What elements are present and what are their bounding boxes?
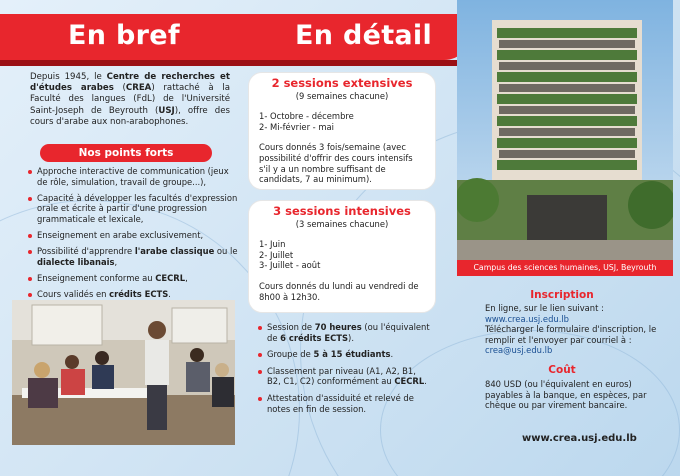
list-item-text: Session de [267,322,315,332]
list-item-text: Attestation d'assiduité et relevé de notes en fin de session. [267,392,414,414]
header-stripe [0,60,478,66]
list-item [258,322,430,343]
strengths-list [28,166,238,305]
inscription-line: En ligne, sur le lien suivant : [485,303,604,313]
inscription-block [485,303,657,356]
list-item-text: Capacité à développer les facultés d'expression orale et écrite à partir d'une progression grammaticale et lexicale, [37,192,238,224]
list-item-text: , [185,272,188,283]
list-item-bold: crédits ECTS [109,288,169,299]
list-item-text: Enseignement en arabe exclusivement, [37,229,204,240]
inscription-link[interactable]: www.crea.usj.edu.lb [485,313,569,324]
list-item [28,273,238,284]
intro-text: ), offre des cours d'arabe aux non-arabophones. [30,105,231,127]
photo-caption: Campus des sciences humaines, USJ, Beyrouth [457,260,673,276]
extensive-title: 2 sessions extensives [271,76,413,90]
extensive-note: Cours donnés 3 fois/semaine (avec possibilité d'offrir des cours intensifs s'il y a un nombre suffisant de candidats, 7 au minimum). [259,142,413,185]
list-item-text: (ou l'équivalent de [267,322,430,343]
intensive-title: 3 sessions intensives [273,204,411,218]
session-period: 3- Juillet - août [259,260,321,271]
list-item-text: Classement par niveau (A1, A2, B1, B2, C1, C2) conformément au [267,365,416,387]
extensive-sessions-card [248,72,436,190]
cost-text: 840 USD (ou l'équivalent en euros) payables à la banque, en espèces, par chèque ou par virement bancaire. [485,379,647,411]
list-item-bold: 6 crédits ECTS [280,332,349,343]
session-period: 2- Mi-février - mai [259,121,334,132]
list-item-bold: dialecte libanais [37,256,115,267]
list-item [258,349,430,360]
list-item [28,289,238,300]
session-period: 1- Juin [259,239,286,250]
details-list [258,322,430,420]
intensive-subtitle: (3 semaines chacune) [295,218,389,229]
list-item [28,230,238,241]
list-item-bold: 5 à 15 étudiants [313,349,391,360]
list-item [258,366,430,387]
list-item [28,193,238,225]
list-item-text: . [168,288,171,299]
list-item-text: ). [348,332,354,343]
list-item-bold: CECRL [394,376,425,387]
campus-photo [457,0,673,260]
intensive-note: Cours donnés du lundi au vendredi de 8h00 à 12h30. [259,280,419,302]
list-item-text: Enseignement conforme au [37,272,156,283]
campus-building-illustration [457,0,673,260]
session-period: 1- Octobre - décembre [259,111,354,122]
intro-text: Depuis 1945, le [30,72,107,82]
list-item-text: Approche interactive de communication (jeux de rôle, simulation, travail de groupe...), [37,166,229,187]
list-item [28,166,238,187]
inscription-title: Inscription [530,289,594,301]
list-item-bold: l'arabe classique [134,246,215,257]
intro-bold: USJ [158,105,175,116]
left-section-title: En bref [68,20,180,51]
inscription-line: Télécharger le formulaire d'inscription, le remplir et l'envoyer par courriel à : [485,324,657,345]
classroom-illustration [12,300,235,445]
intro-text: ) rattaché à la Faculté des langues (FdL) de l'Université Saint-Joseph de Beyrouth ( [30,83,230,116]
strengths-title: Nos points forts [40,144,212,162]
list-item-text: ou le [214,246,238,257]
intro-paragraph [30,72,230,128]
list-item [258,393,430,414]
website-link[interactable]: www.crea.usj.edu.lb [522,433,637,444]
extensive-subtitle: (9 semaines chacune) [295,90,389,101]
cost-title: Coût [548,364,576,376]
list-item [28,246,238,267]
session-period: 2- Juillet [259,249,294,260]
classroom-photo [12,300,235,445]
intensive-sessions-card [248,200,436,313]
middle-section-title: En détail [295,20,433,51]
list-item-text: . [424,376,427,387]
list-item-text: Possibilité d'apprendre [37,246,135,257]
intro-bold: Centre de recherches et d'études arabes [30,72,230,94]
list-item-bold: 70 heures [314,322,362,332]
list-item-text: Cours validés en [37,288,110,299]
intro-text: ( [113,83,126,94]
list-item-text: . [390,349,394,360]
intro-bold: CREA [125,83,152,94]
list-item-text: , [114,256,118,267]
list-item-bold: CECRL [155,272,186,283]
inscription-email[interactable]: crea@usj.edu.lb [485,345,553,356]
list-item-text: Groupe de [267,349,314,360]
